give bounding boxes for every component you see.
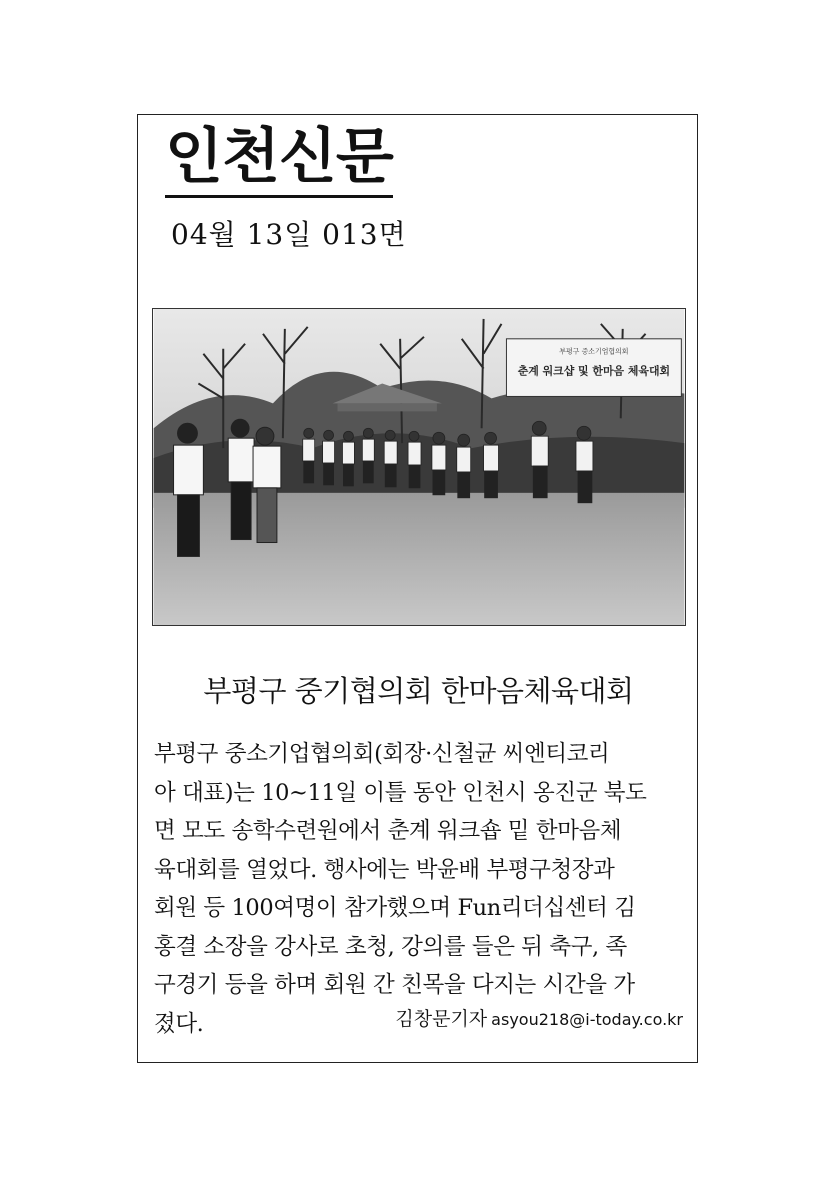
byline-name: 김창문기자	[395, 1008, 488, 1030]
body-line: 졌다.	[154, 1010, 204, 1037]
body-line: 회원 등 100여명이 참가했으며 Fun리더십센터 김	[154, 895, 636, 921]
publication-dateline: 04월 13일 013면	[171, 218, 407, 251]
body-line: 홍결 소장을 강사로 초청, 강의를 들은 뒤 축구, 족	[154, 933, 627, 960]
body-line: 면 모도 송학수련원에서 춘계 워크숍 밑 한마음체	[154, 818, 622, 844]
newspaper-masthead: 인천신문	[165, 121, 393, 198]
byline-email: asyou218@i-today.co.kr	[491, 1010, 683, 1029]
body-line: 부평구 중소기업협의회(회장·신철균 씨엔티코리	[154, 741, 610, 767]
body-line: 구경기 등을 하며 회원 간 친목을 다지는 시간을 가	[154, 972, 635, 998]
article-body	[154, 735, 686, 1043]
banner-main-text: 춘계 워크샵 및 한마음 체육대회	[517, 364, 671, 378]
event-photo	[152, 308, 686, 626]
banner-small-text: 부평구 중소기업협의회	[559, 347, 629, 356]
body-line: 육대회를 열었다. 행사에는 박윤배 부평구청장과	[154, 856, 615, 883]
event-photo-graphic	[153, 309, 685, 625]
body-line: 아 대표)는 10~11일 이틀 동안 인천시 옹진군 북도	[154, 779, 647, 806]
article-headline: 부평구 중기협의회 한마음체육대회	[203, 674, 634, 708]
news-clipping	[137, 114, 698, 1063]
article-byline	[395, 1004, 683, 1031]
